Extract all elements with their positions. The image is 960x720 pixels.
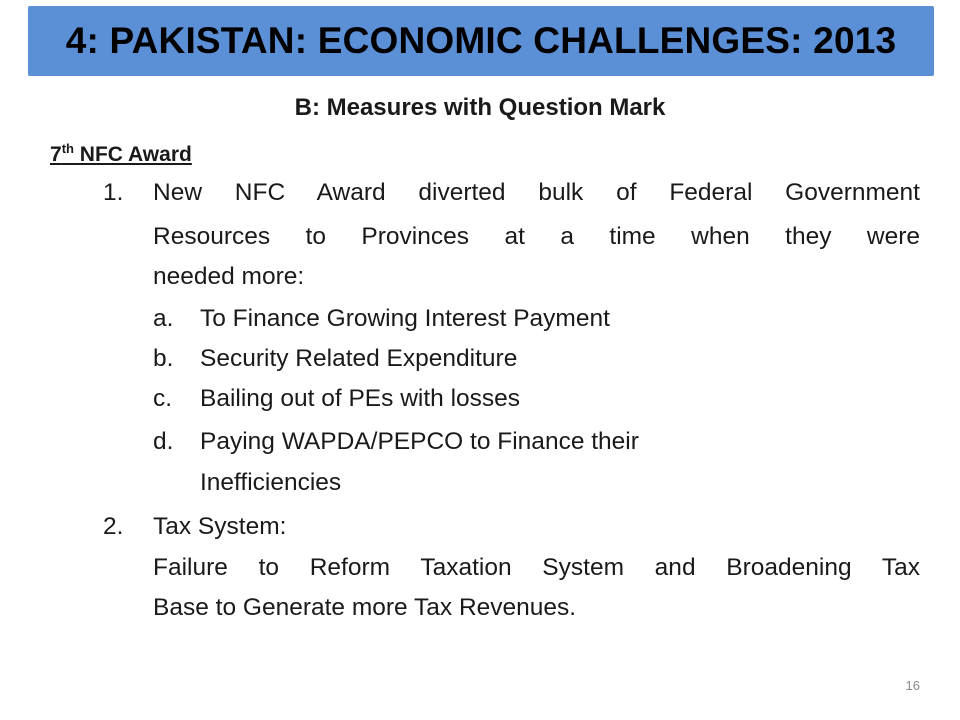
subitem-letter: d. [153,428,174,455]
item-line: Tax System: [153,513,287,540]
item-line: Resources to Provinces at a time when they were [153,223,920,250]
item-body-line: Failure to Reform Taxation System and Broadening Tax [153,554,920,581]
page-number: 16 [905,678,920,693]
subitem-letter: a. [153,305,174,332]
subitem-letter: b. [153,345,174,372]
subitem-text: Security Related Expenditure [200,345,518,372]
subitem-text: To Finance Growing Interest Payment [200,305,610,332]
section-heading-prefix: 7 [50,143,62,166]
subitem-text: Bailing out of PEs with losses [200,385,521,412]
item-line: New NFC Award diverted bulk of Federal Government [153,179,920,206]
section-heading-sup: th [61,141,74,156]
subitem-letter: c. [153,385,173,412]
slide-title: 4: PAKISTAN: ECONOMIC CHALLENGES: 2013 [65,20,897,61]
section-heading-rest: NFC Award [73,143,192,166]
subitem-text: Inefficiencies [200,469,342,496]
item-number: 1. [103,179,124,206]
item-number: 2. [103,513,124,540]
subitem-text: Paying WAPDA/PEPCO to Finance their [200,428,639,455]
item-body-line: Base to Generate more Tax Revenues. [153,594,577,621]
item-line: needed more: [153,263,305,290]
slide-subtitle: B: Measures with Question Mark [294,94,666,121]
